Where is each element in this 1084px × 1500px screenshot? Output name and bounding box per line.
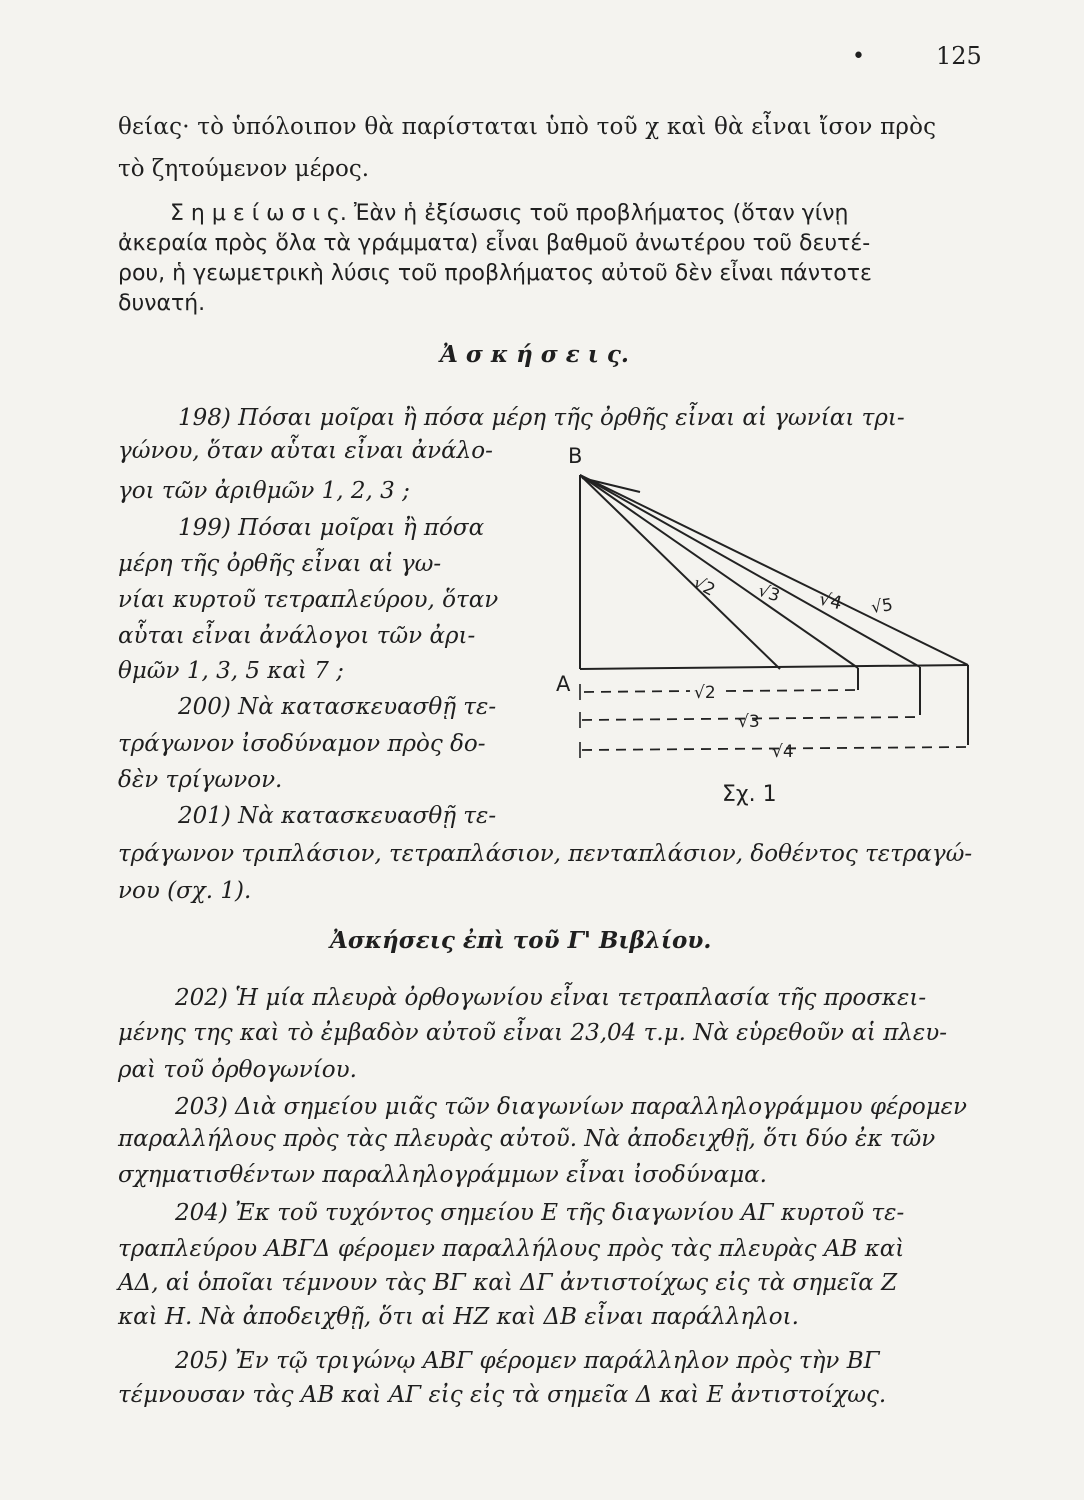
ex199-line-5: θμῶν 1, 3, 5 καὶ 7 ; (118, 658, 344, 684)
segment-sqrt5 (580, 475, 968, 665)
ex200-line-3: δὲν τρίγωνον. (118, 767, 283, 793)
ex198-line-1: 198) Πόσαι μοῖραι ἢ πόσα μέρη τῆς ὀρθῆς εἶναι αἱ γωνίαι τρι- (178, 405, 905, 431)
ex201-line-1: 201) Νὰ κατασκευασθῇ τε- (178, 803, 497, 829)
ex205-line-2: τέμνουσαν τὰς ΑΒ καὶ ΑΓ εἰς εἰς τὰ σημεῖα Δ καὶ Ε ἀντιστοίχως. (118, 1382, 887, 1408)
figure-1 (540, 430, 980, 810)
ex199-line-2: μέρη τῆς ὀρθῆς εἶναι αἱ γω- (118, 551, 442, 577)
page-number: 125 (936, 42, 982, 70)
ex200-line-1: 200) Νὰ κατασκευασθῇ τε- (178, 694, 497, 720)
dim-sqrt2-right (726, 690, 858, 691)
ex201-line-2: τράγωνον τριπλάσιον, τετραπλάσιον, πενταπλάσιον, δοθέντος τετραγώ- (118, 841, 973, 867)
ex199-line-1: 199) Πόσαι μοῖραι ἢ πόσα (178, 515, 485, 541)
dim-label-sqrt3: √3 (738, 712, 760, 732)
ex202-line-3: ραὶ τοῦ ὀρθογωνίου. (118, 1057, 357, 1083)
dim-sqrt2-left (584, 691, 690, 692)
page-dot: • (852, 44, 865, 69)
remark-line-1: Σ η μ ε ί ω σ ι ς. Ἐὰν ἡ ἐξίσωσις τοῦ προβλήματος (ὅταν γίνῃ (170, 201, 849, 226)
label-A: A (556, 672, 571, 696)
ex203-line-2: παραλλήλους πρὸς τὰς πλευρὰς αὐτοῦ. Νὰ ἀποδειχθῇ, ὅτι δύο ἐκ τῶν (118, 1126, 936, 1152)
ex200-line-2: τράγωνον ἰσοδύναμον πρὸς δο- (118, 731, 486, 757)
label-B: B (568, 444, 583, 468)
ex198-line-3: γοι τῶν ἀριθμῶν 1, 2, 3 ; (118, 478, 410, 504)
label-sqrt3: √3 (755, 580, 783, 607)
exercises-heading: Ἀ σ κ ή σ ε ι ς. (440, 341, 629, 368)
ex204-line-4: καὶ Η. Νὰ ἀποδειχθῇ, ὅτι αἱ ΗΖ καὶ ΔΒ εἶναι παράλληλοι. (118, 1304, 799, 1330)
intro-line-1: θείας· τὸ ὑπόλοιπον θὰ παρίσταται ὑπὸ τοῦ χ καὶ θὰ εἶναι ἴσον πρὸς (118, 114, 937, 140)
remark-line-2: ἀκεραία πρὸς ὅλα τὰ γράμματα) εἶναι βαθμοῦ ἀνωτέρου τοῦ δευτέ- (118, 231, 871, 256)
ex204-line-2: τραπλεύρου ΑΒΓΔ φέρομεν παραλλήλους πρὸς τὰς πλευρὰς ΑΒ καὶ (118, 1236, 905, 1262)
figure-caption: Σχ. 1 (722, 782, 777, 807)
segment-sqrt4 (580, 475, 920, 667)
ex198-line-2: γώνου, ὅταν αὗται εἶναι ἀνάλο- (118, 438, 493, 464)
ex203-line-3: σχηματισθέντων παραλληλογράμμων εἶναι ἰσοδύναμα. (118, 1162, 767, 1188)
dim-label-sqrt2: √2 (694, 683, 716, 703)
ex202-line-1: 202) Ἡ μία πλευρὰ ὀρθογωνίου εἶναι τετραπλασία τῆς προσκει- (175, 985, 927, 1011)
ex202-line-2: μένης της καὶ τὸ ἐμβαδὸν αὐτοῦ εἶναι 23,04 τ.μ. Νὰ εὑρεθοῦν αἱ πλευ- (118, 1020, 947, 1046)
label-sqrt2: √2 (689, 572, 719, 601)
dim-label-sqrt4: √4 (772, 742, 794, 762)
ex204-line-1: 204) Ἐκ τοῦ τυχόντος σημείου Ε τῆς διαγωνίου ΑΓ κυρτοῦ τε- (175, 1200, 905, 1226)
label-sqrt4: √4 (816, 588, 845, 615)
base-line (580, 665, 968, 669)
ex203-line-1: 203) Διὰ σημείου μιᾶς τῶν διαγωνίων παραλληλογράμμου φέρομεν (175, 1094, 967, 1120)
ex205-line-1: 205) Ἐν τῷ τριγώνῳ ΑΒΓ φέρομεν παράλληλον πρὸς τὴν ΒΓ (175, 1348, 880, 1374)
ex199-line-3: νίαι κυρτοῦ τετραπλεύρου, ὅταν (118, 587, 499, 613)
ex201-line-3: νου (σχ. 1). (118, 878, 252, 904)
book-heading: Ἀσκήσεις ἐπὶ τοῦ Γ' Βιβλίου. (330, 927, 712, 954)
remark-line-4: δυνατή. (118, 291, 206, 316)
ex199-line-4: αὗται εἶναι ἀνάλογοι τῶν ἀρι- (118, 623, 476, 649)
label-sqrt5: √5 (869, 595, 895, 618)
intro-line-2: τὸ ζητούμενον μέρος. (118, 156, 370, 182)
remark-line-3: ρου, ἡ γεωμετρικὴ λύσις τοῦ προβλήματος αὐτοῦ δὲν εἶναι πάντοτε (118, 261, 872, 286)
segment-sqrt3 (580, 475, 858, 668)
ex204-line-3: ΑΔ, αἱ ὁποῖαι τέμνουν τὰς ΒΓ καὶ ΔΓ ἀντιστοίχως εἰς τὰ σημεῖα Ζ (118, 1270, 898, 1296)
